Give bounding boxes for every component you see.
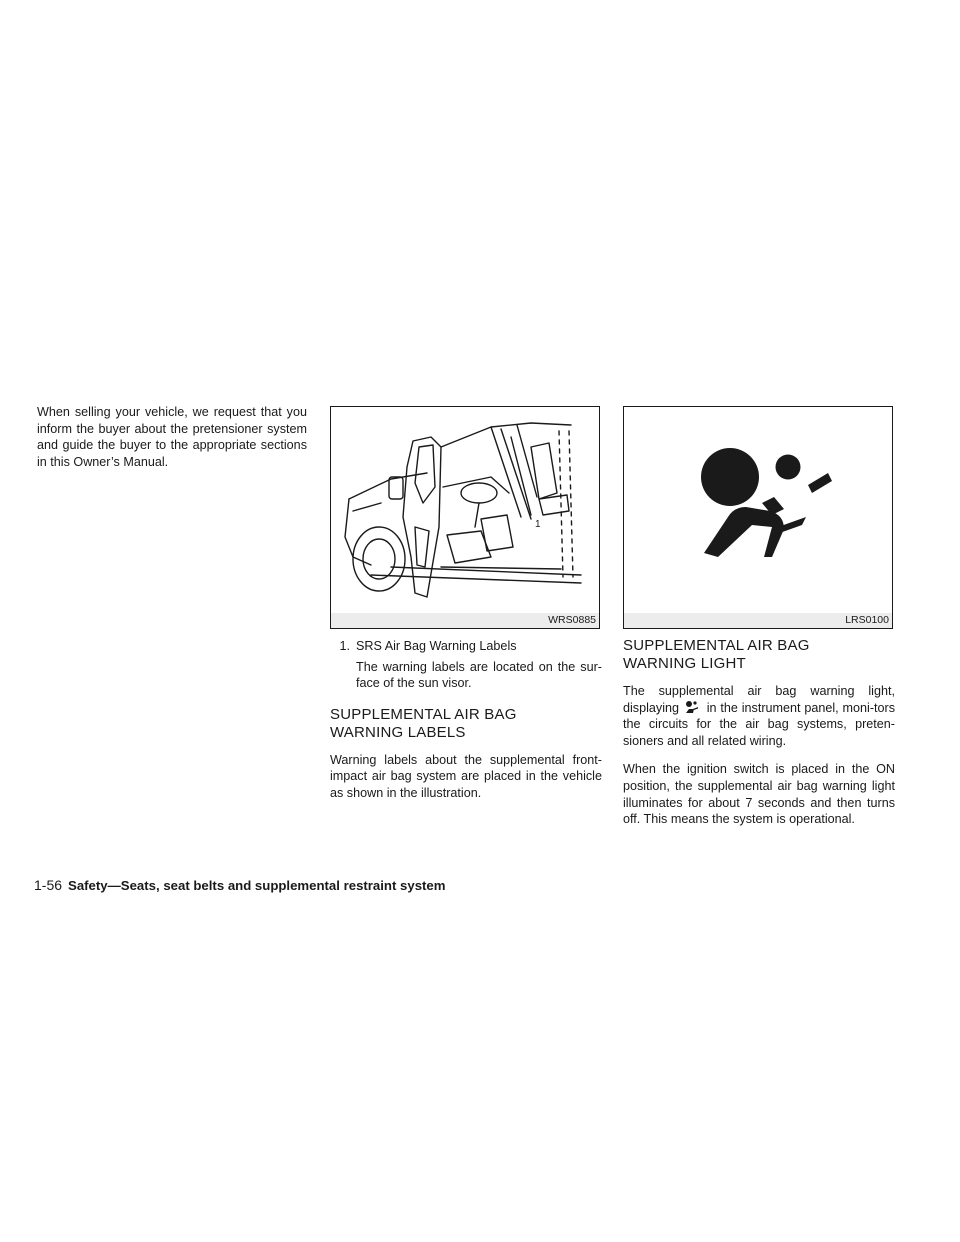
paragraph-text: The supplemental air bag warning light, displaying bbox=[623, 684, 895, 715]
heading-line: WARNING LABELS bbox=[330, 723, 466, 741]
paragraph-text: in the instrument panel, moni-tors the circuits for the air bag systems, preten-sioners and all related wiring. bbox=[623, 700, 896, 748]
middle-column bbox=[330, 404, 602, 814]
section-title: Safety—Seats, seat belts and supplemental restraint system bbox=[68, 878, 446, 893]
vehicle-door-open-illustration bbox=[331, 407, 599, 613]
page-number: 1-56 bbox=[34, 877, 63, 893]
warning-label-illustration bbox=[330, 406, 600, 629]
figure-code: WRS0885 bbox=[331, 613, 599, 628]
heading-line: WARNING LIGHT bbox=[623, 655, 746, 672]
list-item bbox=[330, 638, 602, 655]
right-column bbox=[623, 404, 895, 840]
callout-number: 1 bbox=[535, 519, 541, 530]
airbag-warning-icon bbox=[624, 407, 892, 613]
airbag-warning-inline-icon bbox=[683, 700, 703, 714]
list-label: SRS Air Bag Warning Labels bbox=[356, 639, 517, 653]
airbag-warning-light-figure bbox=[623, 406, 893, 629]
list-description: The warning labels are located on the sur-face of the sun visor. bbox=[356, 659, 602, 691]
page-footer bbox=[34, 876, 446, 895]
warning-light-paragraph-2: When the ignition switch is placed in the ON position, the supplemental air bag warning light illuminates for about 7 seconds and then turns off. This means the system is operational. bbox=[623, 762, 895, 827]
figure-code: LRS0100 bbox=[624, 613, 892, 628]
warning-light-paragraph-1 bbox=[623, 683, 895, 749]
warning-labels-paragraph: Warning labels about the supplemental front-impact air bag system are placed in the vehicle as shown in the illustration. bbox=[330, 752, 602, 800]
list-number: 1. bbox=[339, 639, 350, 653]
pretensioner-sale-paragraph: When selling your vehicle, we request that you inform the buyer about the pretensioner system and guide the buyer to the appropriate sections in this Owner’s Manual. bbox=[37, 405, 307, 469]
heading-line: SUPPLEMENTAL AIR BAG bbox=[623, 637, 810, 654]
heading-line: SUPPLEMENTAL AIR BAG bbox=[330, 705, 517, 723]
section-heading-warning-light bbox=[623, 637, 895, 673]
left-column bbox=[37, 404, 307, 482]
section-heading-warning-labels bbox=[330, 706, 602, 742]
